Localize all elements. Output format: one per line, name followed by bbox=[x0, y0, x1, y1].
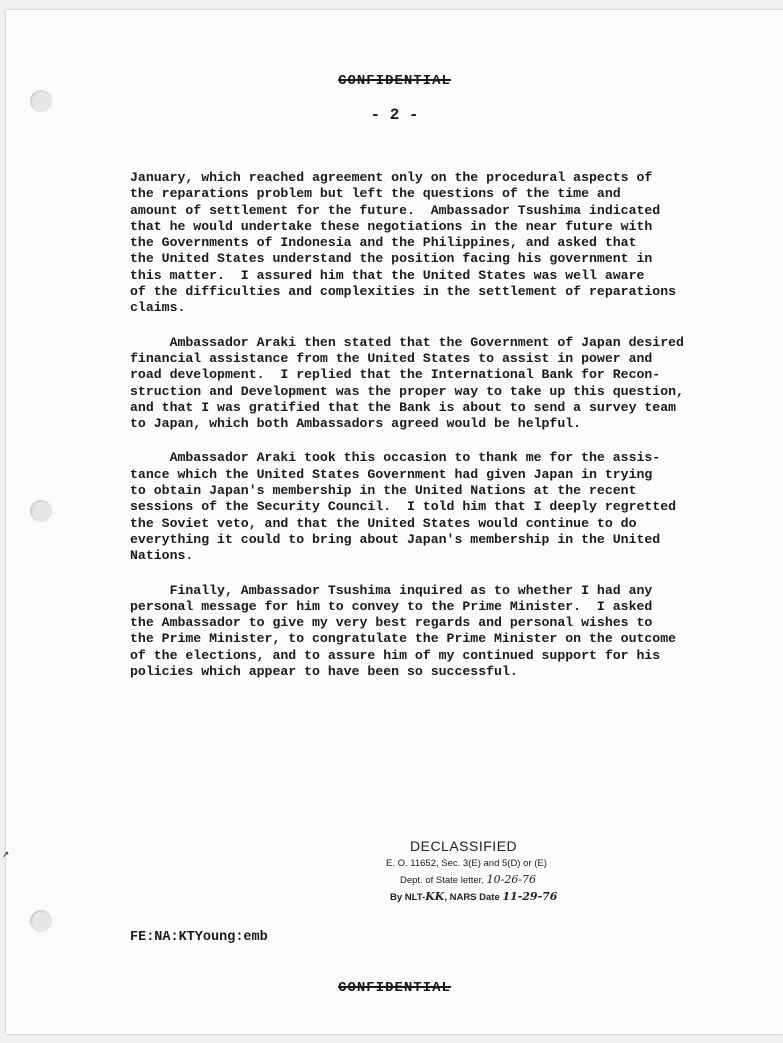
punch-hole bbox=[30, 910, 52, 932]
memo-body bbox=[130, 170, 710, 698]
stamp-authority-line: E. O. 11652, Sec. 3(E) and 5(D) or (E) bbox=[386, 858, 547, 869]
stamp-nars-label: , NARS Date bbox=[444, 892, 500, 903]
declassified-stamp bbox=[376, 838, 606, 903]
header-classification bbox=[6, 73, 783, 89]
paragraph: January, which reached agreement only on the procedural aspects of the reparations problem but left the questions of the time and amount of settlement for the future. Ambassador Tsushima indicated that he would undertake these negotiations in the near future with the Governments of Indonesia and the Philippines, and asked that the United States understand the position facing his government in this matter. I assured him that the United States was well aware of the difficulties and complexities in the settlement of reparations claims. bbox=[130, 170, 677, 316]
document-page bbox=[2, 10, 783, 1034]
stamp-initials: KK bbox=[425, 890, 445, 903]
stamp-letter-prefix: Dept. of State letter, bbox=[400, 875, 484, 886]
page-number: - 2 - bbox=[370, 106, 419, 124]
paragraph: Ambassador Araki then stated that the Government of Japan desired financial assistance from the United States to assist in power and road development. I replied that the International Bank for Recon- struction and Development was the proper way to take up this question, and that I was gratified that the Bank is about to send a survey team to Japan, which both Ambassadors agreed would be helpful. bbox=[130, 334, 684, 432]
stamp-nars-date: 11-29-76 bbox=[502, 890, 558, 903]
footer-classification-text: CONFIDENTIAL bbox=[338, 980, 451, 996]
paragraph: Ambassador Araki took this occasion to thank me for the assis- tance which the United States Government had given Japan in trying to obtain Japan's membership in the United Nations at the recent sessions of the Security Council. I told him that I deeply regretted the Soviet veto, and that the United States would continue to do everything it could to bring about Japan's membership in the United Nations. bbox=[130, 450, 677, 564]
footer-classification bbox=[6, 980, 783, 996]
paragraph: Finally, Ambassador Tsushima inquired as to whether I had any personal message for him to convey to the Prime Minister. I asked the Ambassador to give my very best regards and personal wishes to the Prime Minister, to congratulate the Prime Minister on the outcome of the elections, and to assure him of my continued support for his policies which appear to have been so successful. bbox=[130, 582, 677, 680]
header-classification-text: CONFIDENTIAL bbox=[338, 73, 451, 89]
stamp-nars-line bbox=[390, 890, 606, 903]
stamp-letter-line bbox=[400, 873, 606, 886]
margin-mark: ↗ bbox=[2, 847, 10, 861]
stamp-letter-date: 10-26-76 bbox=[486, 873, 537, 886]
stamp-title: DECLASSIFIED bbox=[410, 838, 518, 854]
stamp-by-prefix: By NLT- bbox=[390, 892, 426, 903]
punch-hole bbox=[30, 500, 52, 522]
drafter-initials: FE:NA:KTYoung:emb bbox=[130, 930, 268, 945]
